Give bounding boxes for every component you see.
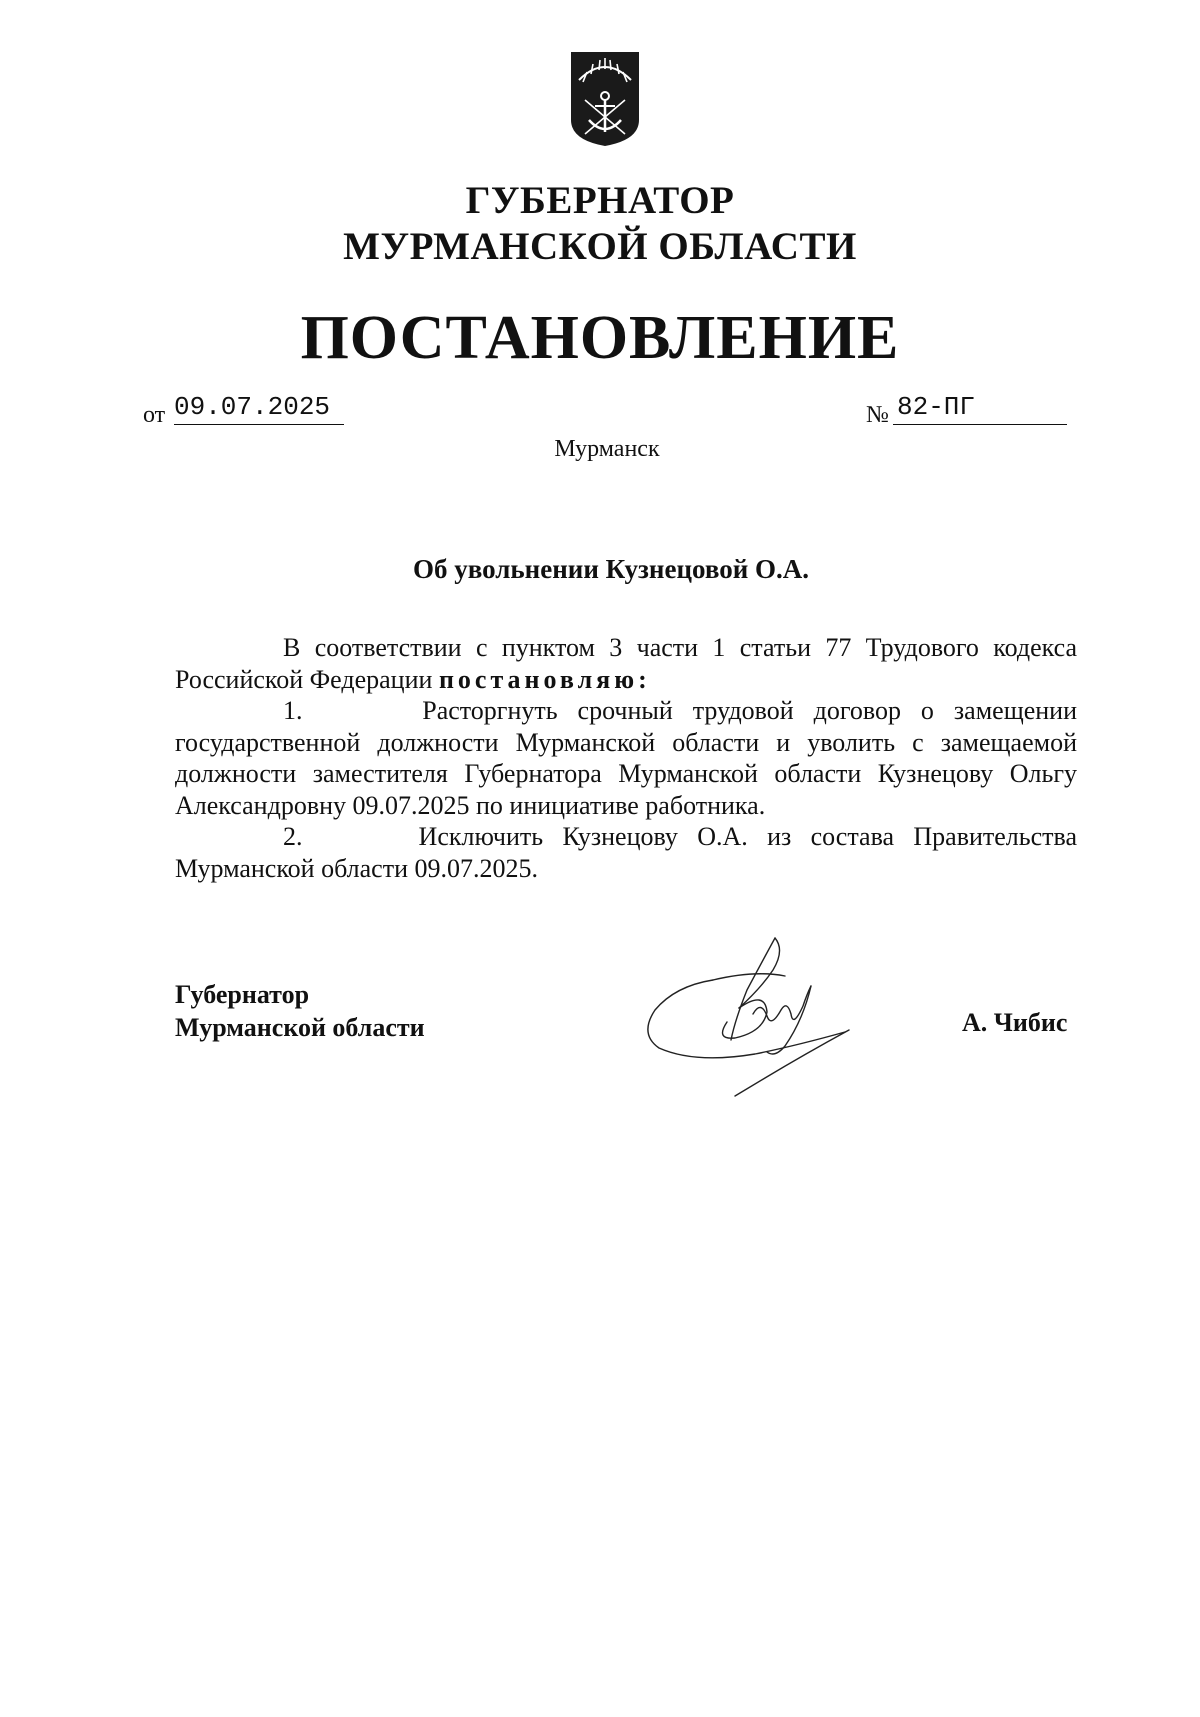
issuer-region: МУРМАНСКОЙ ОБЛАСТИ: [343, 225, 857, 268]
item-2-text: Исключить Кузнецову О.А. из состава Правительства Мурманской области 09.07.2025.: [175, 822, 1077, 883]
item-1-text: Расторгнуть срочный трудовой договор о замещении государственной должности Мурманской области и уволить с замещаемой должности заместителя Губернатора Мурманской области Кузнецову Ольгу Александровну 09.07.2025 по инициативе работника.: [175, 696, 1077, 820]
signer-position-line2: Мурманской области: [175, 1013, 425, 1042]
coat-of-arms-icon: [569, 50, 641, 148]
signer-position: [175, 978, 425, 1044]
intro-text: В соответствии с пунктом 3 части 1 статьи 77 Трудового кодекса Российской Федерации: [175, 633, 1077, 694]
document-number: 82-ПГ: [893, 392, 1067, 425]
decree-word: постановляю:: [438, 664, 651, 694]
intro-paragraph: [175, 632, 1077, 695]
document-body: [175, 632, 1077, 884]
signer-name: А. Чибис: [962, 1008, 1068, 1037]
number-prefix: №: [866, 402, 889, 428]
date-prefix: от: [143, 402, 166, 428]
item-1: [175, 695, 1077, 821]
handwritten-signature: [635, 930, 875, 1100]
document-subject: Об увольнении Кузнецовой О.А.: [412, 554, 810, 584]
document-date: 09.07.2025: [174, 392, 344, 425]
item-2: [175, 821, 1077, 884]
item-2-number: 2.: [283, 822, 303, 851]
document-type: ПОСТАНОВЛЕНИЕ: [300, 304, 900, 372]
issuer-title: ГУБЕРНАТОР: [465, 179, 735, 222]
document-city: Мурманск: [554, 436, 660, 462]
signer-position-line1: Губернатор: [175, 980, 310, 1009]
item-1-number: 1.: [283, 696, 303, 725]
